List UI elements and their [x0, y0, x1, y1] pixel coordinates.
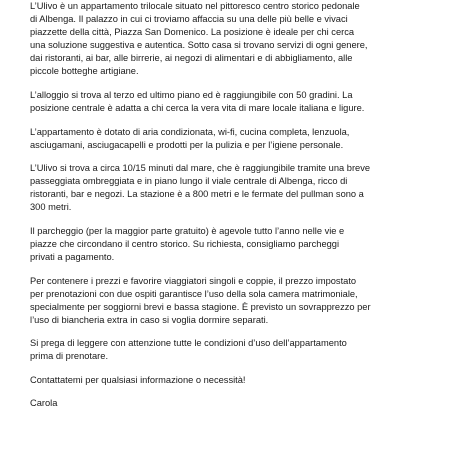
text-line: per prenotazioni con due ospiti garantisce l’uso della sola camera matrimoniale, [30, 288, 358, 299]
text-line: Il parcheggio (per la maggior parte gratuito) è agevole tutto l’anno nelle vie e [30, 225, 345, 236]
text-line: piazze che circondano il centro storico. Su richiesta, consigliamo parcheggi [30, 238, 340, 249]
text-line: prima di prenotare. [30, 351, 109, 362]
paragraph-amenities [30, 126, 422, 152]
text-line: Carola [30, 398, 58, 409]
paragraph-location [30, 89, 422, 115]
text-line: una soluzione suggestiva e autentica. Sotto casa si trovano servizi di ogni genere, [30, 40, 368, 51]
text-line: posizione centrale è adatta a chi cerca la vera vita di mare locale italiana e ligure. [30, 103, 365, 114]
text-line: L’alloggio si trova al terzo ed ultimo piano ed è raggiungibile con 50 gradini. La [30, 89, 353, 100]
text-line: dai ristoranti, ai bar, alle birrerie, ai negozi di alimentari e di abbigliamento, alle [30, 53, 353, 64]
text-line: Contattatemi per qualsiasi informazione o necessità! [30, 374, 246, 385]
text-line: Per contenere i prezzi e favorire viaggiatori singoli e coppie, il prezzo impostato [30, 275, 357, 286]
paragraph-intro [30, 0, 422, 79]
text-line: L’Ulivo è un appartamento trilocale situato nel pittoresco centro storico pedonale [30, 1, 360, 11]
text-line: passeggiata ombreggiata e in piano lungo il viale centrale di Albenga, ricco di [30, 176, 348, 187]
text-line: L’Ulivo si trova a circa 10/15 minuti dal mare, che è raggiungibile tramite una breve [30, 163, 371, 174]
text-line: privati a pagamento. [30, 252, 115, 263]
signature-text [30, 397, 422, 410]
paragraph-pricing [30, 275, 422, 327]
text-line: piccole botteghe artigiane. [30, 66, 139, 77]
paragraph-parking [30, 225, 422, 264]
text-line: l’uso di biancheria extra in caso si voglia dormire separati. [30, 314, 269, 325]
text-line: 300 metri. [30, 202, 72, 213]
text-line: asciugamani, asciugacapelli e prodotti per la pulizia e per l’igiene personale. [30, 139, 344, 150]
text-line: ristoranti, bar e negozi. La stazione è a 800 metri e le fermate del pullman sono a [30, 189, 364, 200]
text-line: di Albenga. Il palazzo in cui ci troviamo affaccia su una delle più belle e vivaci [30, 14, 348, 25]
paragraph-contact [30, 374, 422, 387]
paragraph-conditions [30, 337, 422, 363]
text-line: L’appartamento è dotato di aria condizionata, wi-fi, cucina completa, lenzuola, [30, 126, 350, 137]
paragraph-distances [30, 162, 422, 214]
document-body [30, 0, 422, 421]
text-line: Si prega di leggere con attenzione tutte le condizioni d’uso dell’appartamento [30, 338, 347, 349]
text-line: piazzette della città, Piazza San Domenico. La posizione è ideale per chi cerca [30, 27, 355, 38]
text-line: specialmente per soggiorni brevi e bassa stagione. È previsto un sovrapprezzo per [30, 301, 371, 312]
